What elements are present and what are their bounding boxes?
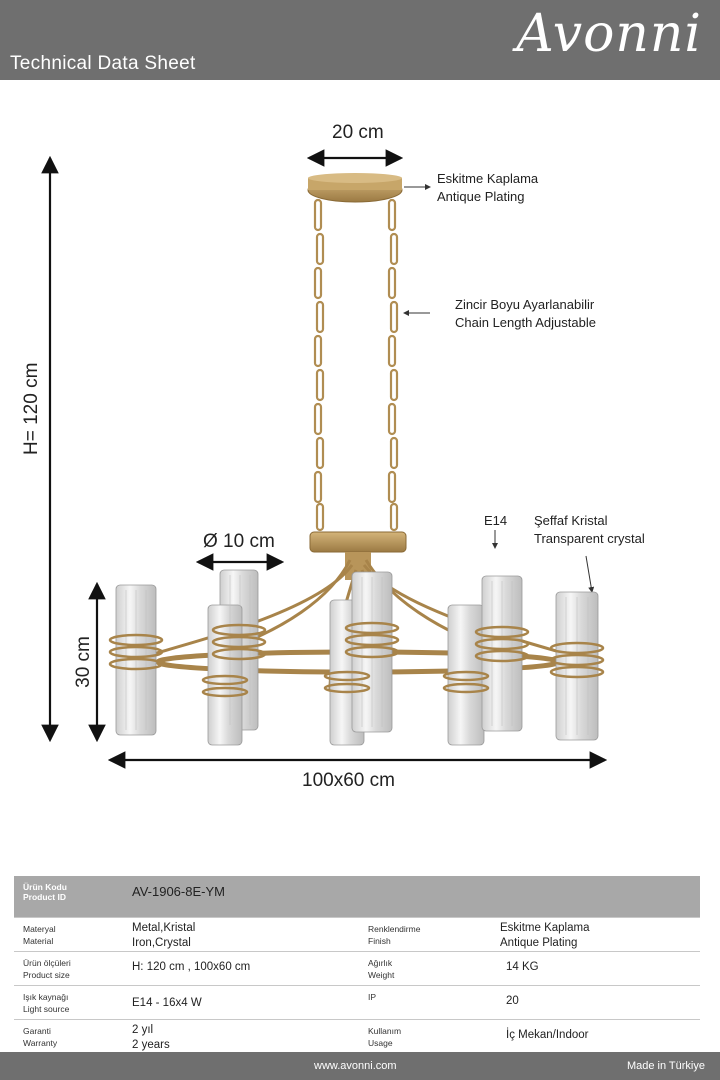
header-bar (0, 0, 720, 80)
product-id-row (14, 876, 700, 918)
made-in-label: Made in Türkiye (626, 1060, 705, 1072)
website-link[interactable]: www.avonni.com (314, 1060, 397, 1072)
top-width-label: 20 cm (332, 122, 384, 143)
page-title: Technical Data Sheet (10, 53, 196, 74)
spec-row-size: Ürün ölçüleri Product size H: 120 cm , 100x60 cm Ağırlık Weight 14 KG (14, 952, 700, 986)
brand-logo: Avonni (516, 4, 702, 64)
chandelier-illustration (0, 80, 720, 870)
spec-row-material: Materyal Material Metal,Kristal Iron,Crystal Renklendirme Finish Eskitme Kaplama Antique Plating (14, 918, 700, 952)
footer-bar (0, 1052, 720, 1080)
body-height-label: 30 cm (73, 636, 94, 688)
canopy-callout: Eskitme Kaplama Antique Plating (437, 171, 539, 204)
chain-callout: Zincir Boyu Ayarlanabilir Chain Length Adjustable (455, 297, 596, 330)
product-id-value: AV-1906-8E-YM (132, 876, 700, 918)
diameter-label: Ø 10 cm (203, 531, 275, 552)
height-label: H= 120 cm (21, 362, 42, 455)
spec-row-light: Işık kaynağı Light source E14 - 16x4 W IP 20 (14, 986, 700, 1020)
overall-size-label: 100x60 cm (302, 770, 395, 791)
product-drawing (0, 80, 720, 870)
spec-table (14, 876, 700, 1054)
socket-callout: E14 (484, 513, 508, 528)
crystal-callout: Şeffaf Kristal Transparent crystal (534, 513, 645, 546)
spec-row-warranty: Garanti Warranty 2 yıl 2 years Kullanım Usage İç Mekan/Indoor (14, 1020, 700, 1054)
product-id-key: Ürün Kodu Product ID (14, 876, 132, 918)
